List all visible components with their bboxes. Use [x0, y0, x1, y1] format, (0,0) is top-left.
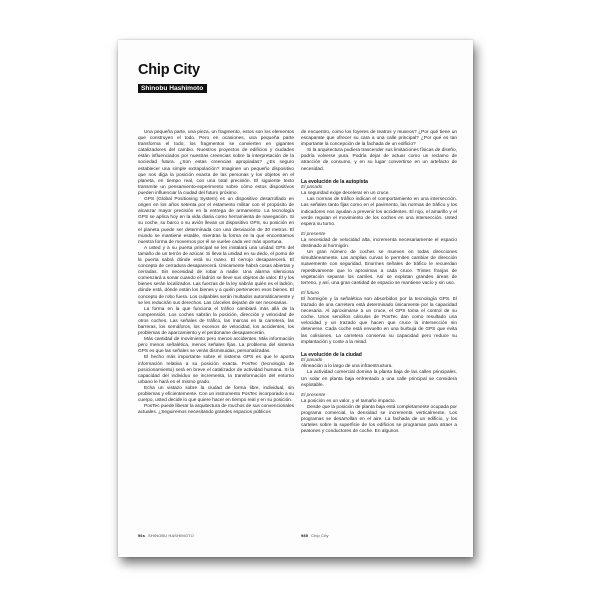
section-heading: La evolución de la ciudad [301, 351, 362, 358]
magazine-page [118, 40, 473, 557]
paragraph: GPS (Global Positioning System) es un dispositivo desarrollado en origen en los años setenta por el estamento militar con el propósito de alcanzar mayor precisión en la entrega de armamento. La tecnología GPS se aplica hoy en la vida diaria como herramienta de navegación. Si su coche, su barco o su avión llevan un dispositivo GPS, su posición en el planeta puede ser determinada con una desviación de 30 metros. El mundo se mantiene estable, mientras la forma en la que encontramos nuestra forma de movernos por él se vuelve cada vez más oportuna. [138, 197, 294, 245]
paragraph: Las normas de tráfico indican el comportamiento en una intersección. Las señales tanto fijas como en el pavimento, las normas de tráfico y los indicadores nos ayudan a prevenir los accidentes. El rojo, el amarillo y el verde regulan el movimiento de los coches en una intersección. Usted espera su turno. [301, 197, 457, 227]
subsection-label: El futuro [301, 290, 319, 296]
footer-right [301, 533, 329, 538]
paragraph: Si la arquitectura pudiera trascender sus limitaciones físicas de diseño, podría volverse pura. Podría dejar de actuar como un reclamo de atracción de consumo, y en su lugar convertirse en un artefacto de necesidad. [301, 148, 457, 172]
paragraph: Una pequeña parte, una pieza, un fragmento, estos son los elementos que construyen el todo. Pero en ocasiones, una pequeña parte transforma el todo; los fragmentos se convierten en gigantes catalizadores del cambio. Nuestros proyectos de edificios y ciudades están influenciados por nuestras creencias sobre la interpretación de la sociedad futura. ¿Son estas creencias apropiadas? ¿Es seguro establecer una simple extrapolación? Imaginen un pequeño dispositivo que nos diga la posición exacta de las personas y los objetos en el planeta, en tiempo real, con una total precisión. El siguiente texto transmite un pensamiento-experimento sobre cómo estos dispositivos pueden influenciar la ciudad del futuro próximo. [138, 130, 294, 196]
paragraph: La necesidad de velocidad alta, incrementa necesariamente el espacio destinado al hormigón. [301, 238, 457, 250]
footer-left [138, 533, 194, 538]
author-label: Shinobu Hashimoto [138, 84, 207, 93]
paragraph: PosTec puede liberar la arquitectura de muchos de sus convencionales actuales. ¿Seguiremos necesitando grandes espacios públicos [138, 404, 294, 416]
running-head: Chip City [311, 533, 329, 538]
paragraph: de encuentro, como los foyeres de teatros y museos? ¿Por qué tiene un escaparate que ofrecer su cara a una calle principal? ¿Por qué es tan importante la concepción de la fachada de un edificio? [301, 130, 457, 148]
paragraph: El hormigón y la señalética son absorbidos por la tecnología GPS. El trazado de una carretera está determinado únicamente por la capacidad necesaria. Al aproximarse a un cruce, el GPS toma el control de su coche. Unos sencillos cálculos de PosTec dan como resultado una velocidad y un trazado que hacen que cruce la intersección sin detenerse. Cada coche está envuelto en una burbuja de GPS que evita las colisiones. La carretera conserva su capacidad pero reduce su implantación y coste a la mitad. [301, 296, 457, 345]
section-heading: La evolución de la autopista [301, 178, 368, 185]
paragraph: Desde que la posición de planta baja está completamente ocupada por programa comercial, la densidad se incrementa verticalmente. Los programas se desarrollan en el aire. La fachada de un edificio, y los carteles sobre la superficie de los edificios se programan para atraer a peatones y conductores de coche. En algunos [301, 405, 457, 435]
page-number: 96s [138, 533, 146, 538]
paragraph: La actividad comercial domina la planta baja de las calles principales. Un solar en planta baja enfrentado a una calle principal se considera explotable. [301, 370, 457, 388]
paragraph: Alineación a lo largo de una infraestructura. [301, 364, 393, 370]
subsection-label: El pasado [301, 358, 323, 364]
subsection-label: El presente [301, 231, 326, 237]
paragraph: La posición es un valor, y el tamaño impacto. [301, 398, 396, 404]
paragraph: La seguridad exige decelerar en un cruce. [301, 191, 390, 197]
article-title: Chip City [138, 62, 200, 78]
paragraph: Un gran número de coches se mueven en todas direcciones simultáneamente. Las amplias curvas le permiten cambiar de dirección suavemente con seguridad. Enormes señales de tráfico le recuerdan repetitivamente que lo aproximas a cada cruce. Tristes franjas de vegetación separan los carriles. Así se explotan grandes áreas de terreno, y así, una gran cantidad de espacio se mantiene vacío y sin uso. [301, 250, 457, 286]
paragraph: A usted y a su puerta principal se les instalará una unidad GPS del tamaño de un terrón de azúcar. Si lleva la unidad en su dedo, el pomo de la puerta sabrá dónde está su mano. El cerrojo desaparecerá. El concepto de cerradura desaparecerá. Únicamente habrá cosas abiertas y cerradas. Sin necesidad de robar a nadie. Una alarma silenciosa comenzará a sonar cuando el ladrón se lleve sus objetos de valor. Él y los bienes serán localizados. Las fuerzas de la ley sabrán quién es el ladrón, dónde está, dónde están los bienes y a quién pertenecen esos bienes. El concepto de robo fuera. Los culpables serán multados automáticamente y se les reducirán sus derechos. Las cárceles dejarán de ser necesarias. [138, 245, 294, 306]
running-head: SHINOBU HASHIMOTO [148, 533, 194, 538]
left-column [138, 130, 294, 416]
paragraph: Más cantidad de movimiento pero menos accidentes. Más información pero menos señalética, menos señales fijas. La problema del sistema GPS es que las señales se verán disminuidas, personalizadas. [138, 337, 294, 355]
right-column [301, 130, 457, 435]
paragraph: El hecho más importante sobre el sistema GPS es que le aporta información relativa a su posición exacta. PosTec (tecnología de posicionamiento) será en breve el catalizador de actividad humana. Si la capacidad del individuo se incrementa, la transformación del entorno urbano le hará en el mismo grado. [138, 355, 294, 385]
paragraph: Echa un vistazo sobre la ciudad de forma libre, individual, sin problemas y eficientemente. Con un instrumento PosTec incorporado a su cuerpo, usted decide lo que quiere hacer en tiempo real y en su posición. [138, 385, 294, 404]
paragraph: La forma en la que funciona el tráfico cambiará más allá de la comprensión. Los coches sabrán la posición, dirección y velocidad de otros coches. Las señales de tráfico, las marcas en la carretera, las barreras, los semáforos, los excesos de velocidad, los accidentes, los problemas de aparcamiento y el perdonarse desaparecerán. [138, 306, 294, 337]
subsection-label: El presente [301, 392, 326, 398]
subsection-label: El pasado [301, 185, 323, 191]
page-number: 985 [301, 533, 309, 538]
